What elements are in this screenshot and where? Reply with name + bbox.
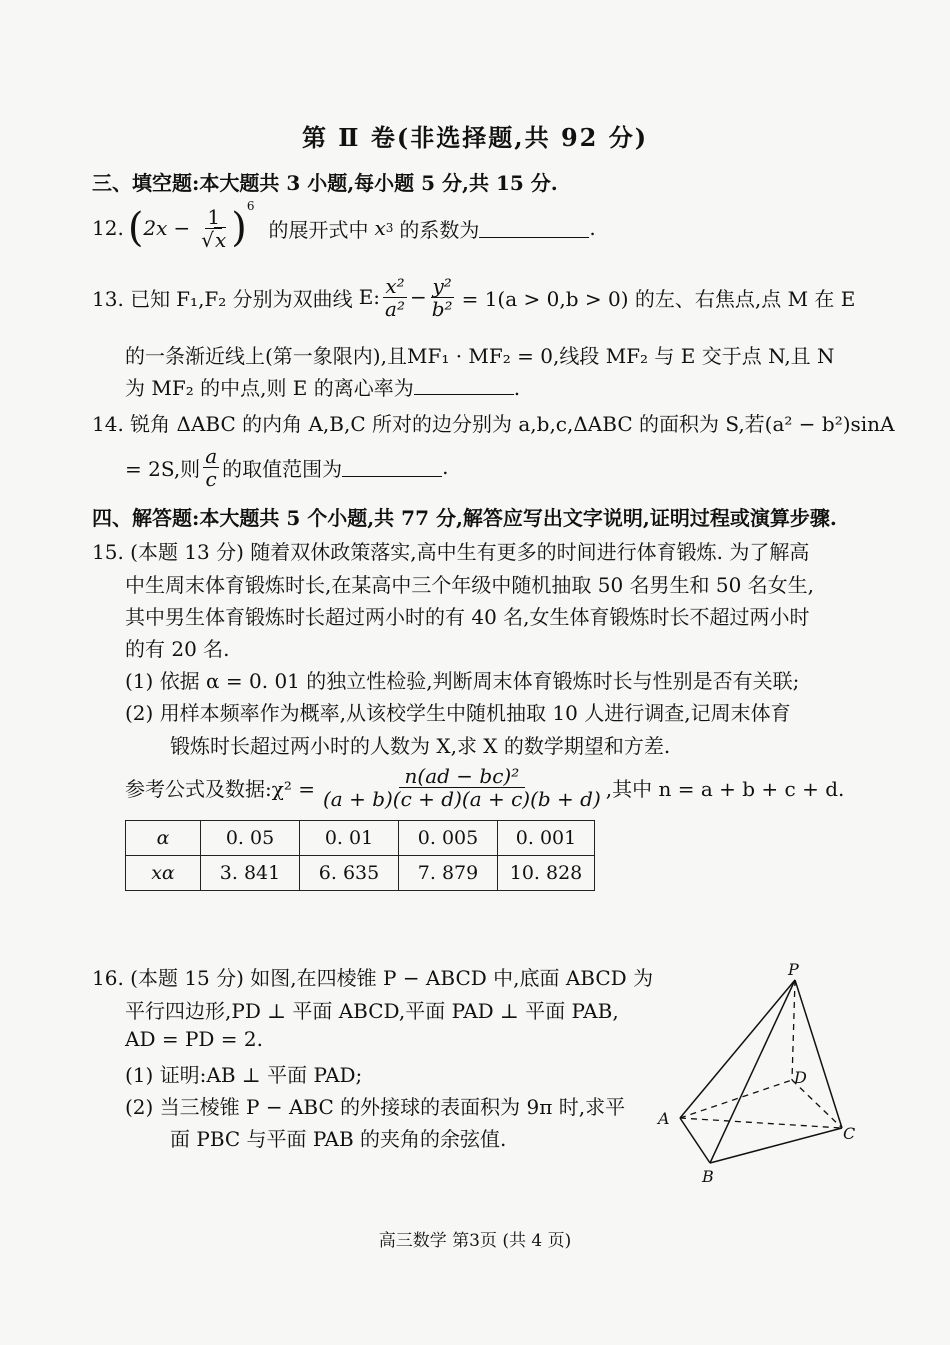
question-13-line-1: [92, 272, 855, 322]
page-footer: 高三数学 第3页 (共 4 页): [378, 1231, 572, 1251]
q13-frac-x: [383, 275, 407, 320]
q13-minus: −: [409, 285, 427, 309]
q13-intro: 13. 已知: [92, 286, 171, 311]
q12-number: 12.: [92, 216, 124, 240]
q14-range-text: 的取值范围为: [222, 456, 343, 481]
question-13-line-3: [125, 372, 520, 401]
q15-line-2: 中生周末体育锻炼时长,在某高中三个年级中随机抽取 50 名男生和 50 名女生,: [125, 573, 815, 597]
q12-frac-num: 1: [207, 204, 221, 229]
label-c: C: [843, 1124, 856, 1143]
edge-pa: [680, 980, 795, 1118]
q15-line-1: 15. (本题 13 分) 随着双休政策落实,高中生有更多的时间进行体育锻炼. 为了解高: [92, 540, 810, 564]
q13-frac-x-den: a²: [385, 296, 405, 321]
q15-ref-numerator: n(ad − bc)²: [399, 765, 526, 788]
q14-frac-den: c: [205, 466, 217, 491]
table-cell: 10. 828: [498, 856, 595, 891]
q15-ref-denominator: (a + b)(c + d)(a + c)(b + d): [323, 786, 601, 811]
q12-power: 6: [246, 199, 255, 213]
q12-frac-den: x: [214, 227, 227, 252]
table-cell: 3. 841: [201, 856, 300, 891]
table-cell: 0. 05: [201, 821, 300, 856]
q12-answer-blank[interactable]: [479, 219, 589, 238]
q16-line-1: 16. (本题 15 分) 如图,在四棱锥 P − ABCD 中,底面 ABCD 为: [92, 966, 654, 990]
pyramid-figure: [650, 955, 880, 1190]
q13-answer-blank[interactable]: [414, 376, 514, 395]
q13-frac-y-den: b²: [431, 296, 453, 321]
edge-bc: [710, 1128, 842, 1163]
q14-line2-text: = 2S,则: [125, 456, 201, 481]
q12-x: x: [374, 216, 386, 240]
q15-ref-label: 参考公式及数据:χ² =: [125, 776, 315, 801]
edge-ac: [680, 1118, 842, 1128]
q16-line-3: AD = PD = 2.: [125, 1027, 263, 1051]
edge-pd: [792, 980, 795, 1080]
table-row: [126, 821, 595, 856]
table-cell: 7. 879: [399, 856, 498, 891]
q12-text1: 的展开式中: [268, 217, 369, 242]
table-cell: 0. 001: [498, 821, 595, 856]
section-3-heading: 三、填空题:本大题共 3 小题,每小题 5 分,共 15 分.: [92, 171, 558, 195]
table-cell: 0. 005: [399, 821, 498, 856]
table-cell: xα: [126, 856, 201, 891]
q16-line-2: 平行四边形,PD ⊥ 平面 ABCD,平面 PAD ⊥ 平面 PAB,: [125, 999, 619, 1023]
table-row: [126, 856, 595, 891]
q15-line-3: 其中男生体育锻炼时长超过两小时的有 40 名,女生体育锻炼时长不超过两小时: [125, 605, 810, 629]
q13-condition: = 1(a > 0,b > 0) 的左、右焦点,点 M 在 E: [461, 286, 856, 311]
q12-end: .: [589, 216, 596, 240]
q14-end: .: [442, 455, 449, 479]
q12-term: 2x: [143, 216, 168, 240]
q13-frac-y-num: y²: [432, 273, 452, 298]
table-cell: α: [126, 821, 201, 856]
q14-answer-blank[interactable]: [342, 458, 442, 477]
table-cell: 6. 635: [300, 856, 399, 891]
q12-fraction: $\frac{1}{√x}$: [201, 204, 227, 252]
question-14-line-2: [125, 442, 448, 492]
q13-line3-text: 为 MF₂ 的中点,则 E 的离心率为: [125, 376, 414, 400]
question-13-line-2: 的一条渐近线上(第一象限内),且MF₁ · MF₂ = 0,线段 MF₂ 与 E 交于点 N,且 N: [125, 344, 835, 368]
q15-part-2a: (2) 用样本频率作为概率,从该校学生中随机抽取 10 人进行调查,记周末体育: [125, 701, 791, 725]
q14-fraction: [203, 445, 219, 490]
q13-foci: F₁,F₂ 分别为双曲线: [176, 286, 353, 311]
label-a: A: [658, 1109, 670, 1128]
q15-line-4: 的有 20 名.: [125, 637, 230, 661]
edge-pb: [710, 980, 795, 1163]
page-title: 第 Ⅱ 卷(非选择题,共 92 分): [301, 123, 649, 152]
question-12: 12. ( 2x − $\frac{1}{√x}$ ) 6 的展开式中 x 3 的系数为 .: [92, 199, 596, 252]
label-p: P: [788, 960, 799, 979]
question-14-line-1: 14. 锐角 ΔABC 的内角 A,B,C 所对的边分别为 a,b,c,ΔABC 的面积为 S,若(a² − b²)sinA: [92, 412, 895, 436]
q15-part-1: (1) 依据 α = 0. 01 的独立性检验,判断周末体育锻炼时长与性别是否有关联;: [125, 669, 800, 693]
q15-ref-fraction: [321, 765, 603, 810]
label-d: D: [794, 1068, 807, 1087]
q15-ref-tail: ,其中 n = a + b + c + d.: [605, 776, 845, 801]
q16-part-1: (1) 证明:AB ⊥ 平面 PAD;: [125, 1063, 363, 1087]
q14-frac-num: a: [205, 443, 218, 468]
chi-square-table: [125, 820, 595, 891]
q13-e: E:: [358, 285, 381, 309]
q12-text2: 的系数为: [399, 217, 480, 242]
q15-reference-formula: [125, 760, 844, 814]
label-b: B: [702, 1167, 714, 1186]
table-cell: 0. 01: [300, 821, 399, 856]
q16-part-2b: 面 PBC 与平面 PAB 的夹角的余弦值.: [170, 1127, 507, 1151]
q15-part-2b: 锻炼时长超过两小时的人数为 X,求 X 的数学期望和方差.: [170, 734, 671, 758]
q13-end: .: [513, 376, 521, 400]
section-4-heading: 四、解答题:本大题共 5 个小题,共 77 分,解答应写出文字说明,证明过程或演算步骤.: [92, 506, 837, 530]
q12-minus: −: [173, 216, 191, 240]
q13-frac-x-num: x²: [385, 273, 405, 298]
edge-ab: [680, 1118, 710, 1163]
q13-frac-y: [430, 275, 455, 320]
q16-part-2a: (2) 当三棱锥 P − ABC 的外接球的表面积为 9π 时,求平: [125, 1095, 626, 1119]
